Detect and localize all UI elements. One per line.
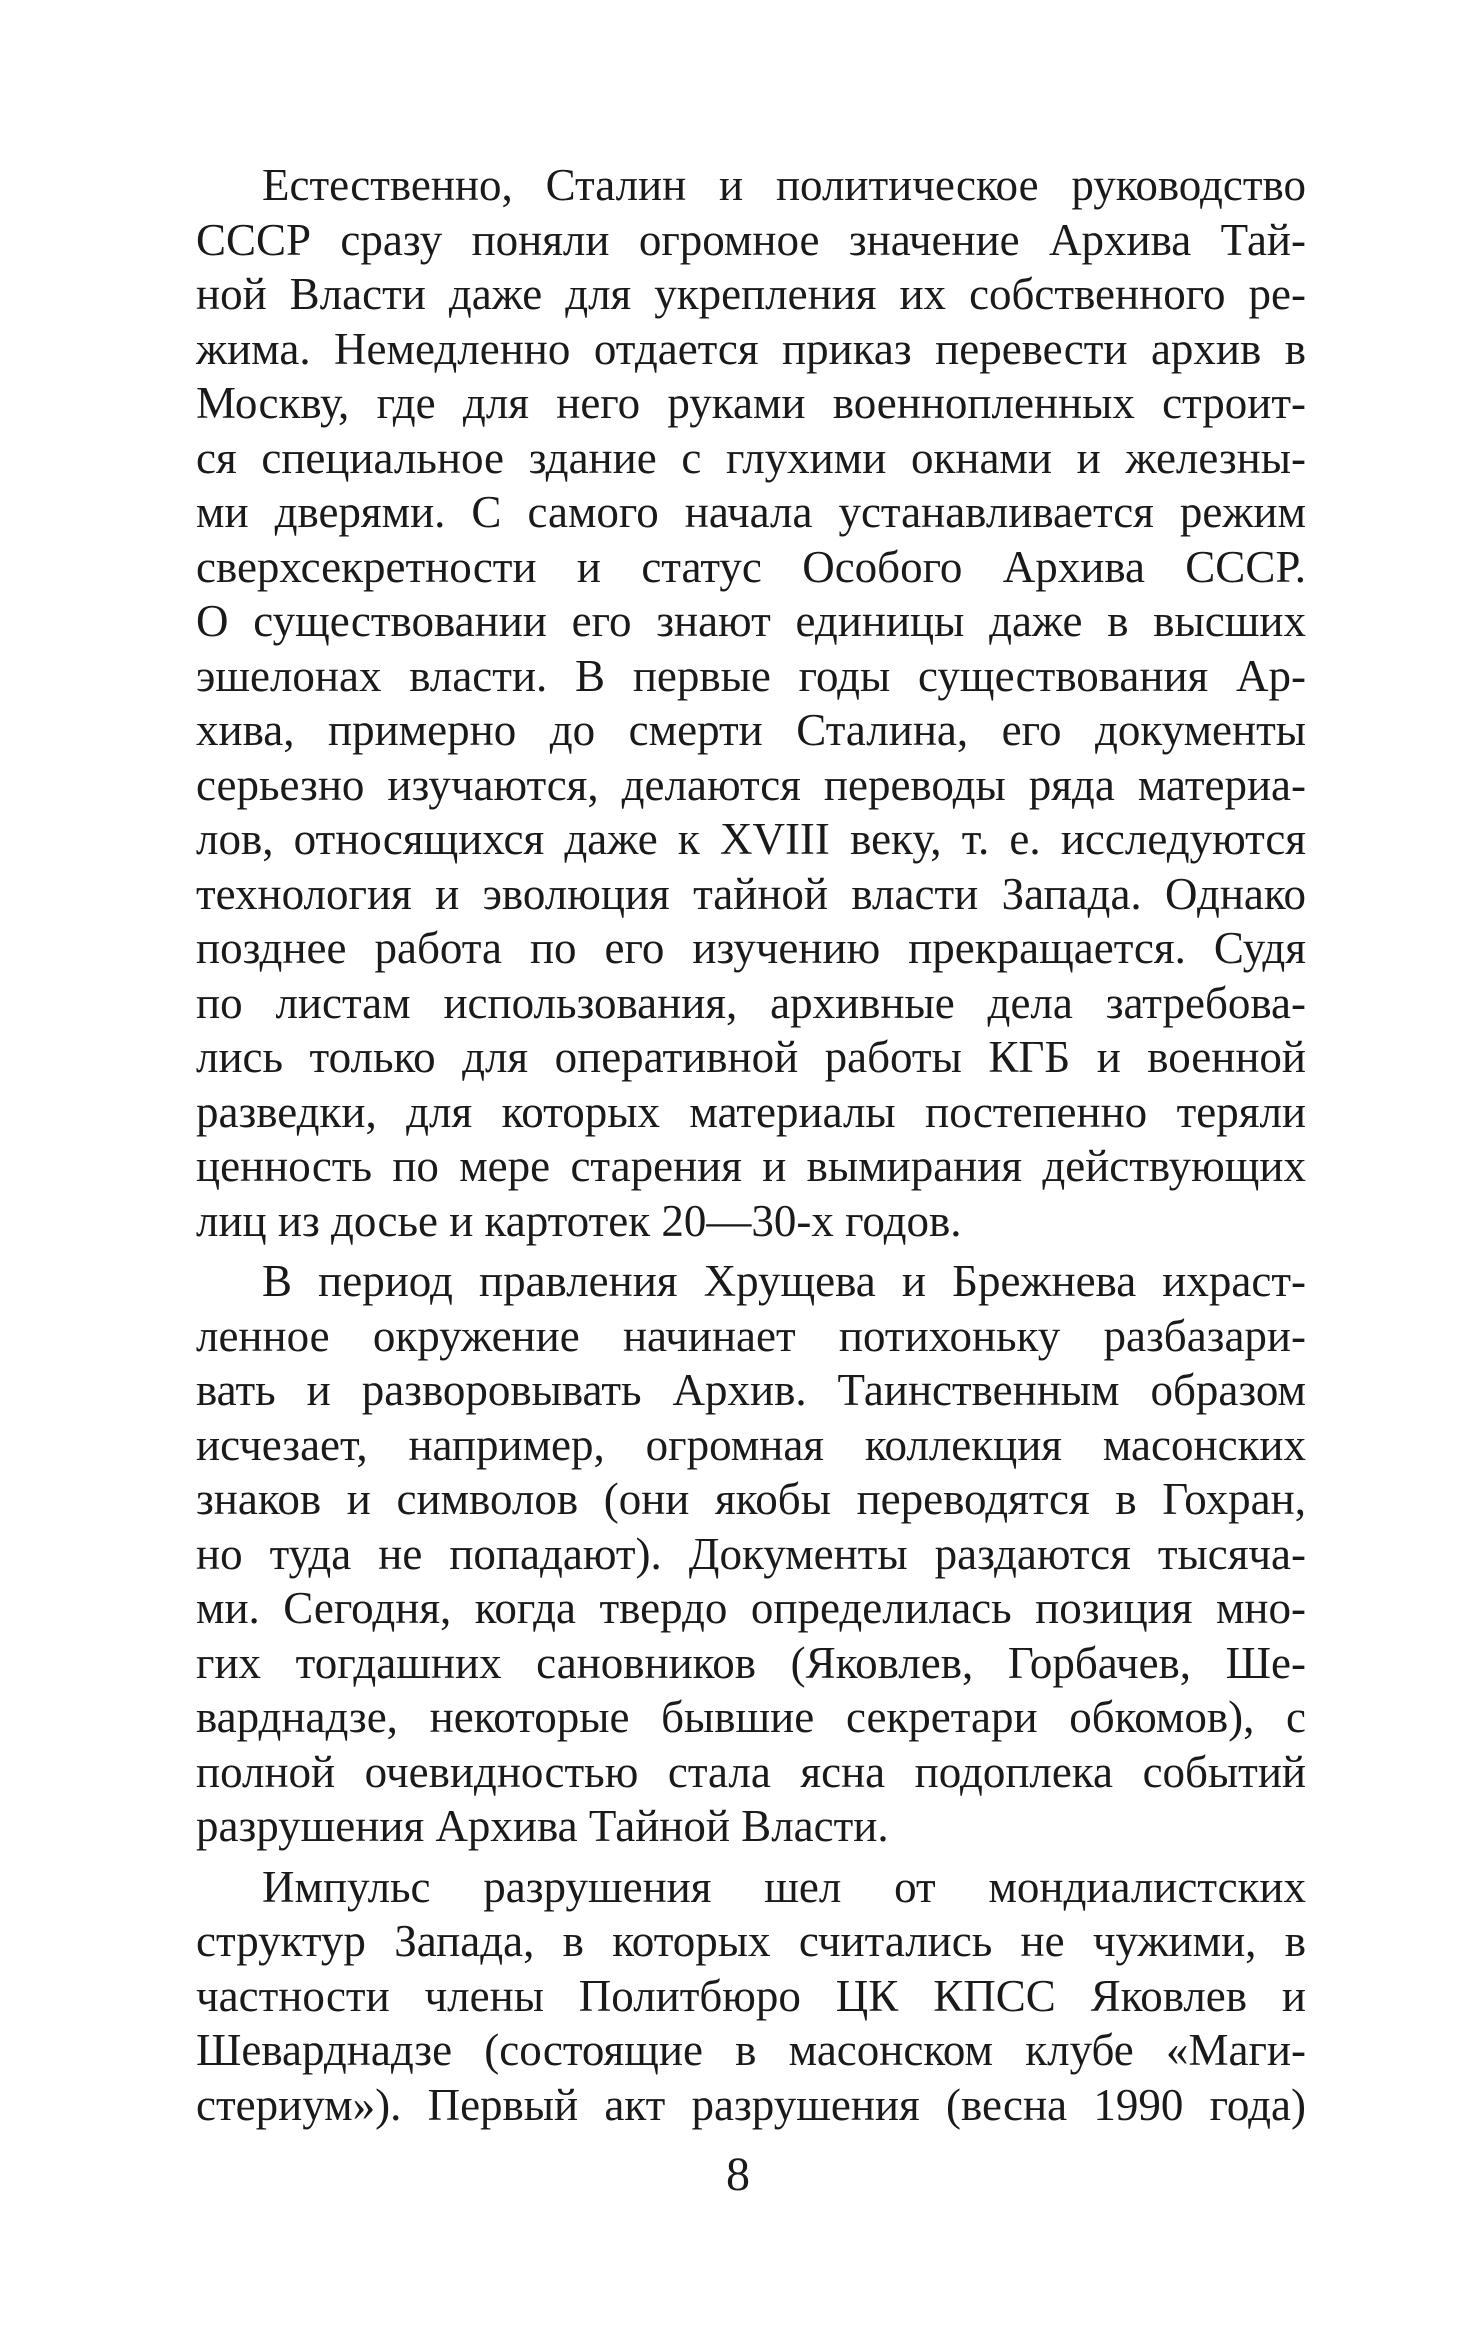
text-line: Москву, где для него руками военнопленных строит- — [196, 378, 1306, 428]
text-line: сверхсекретности и статус Особого Архива СССР. — [196, 541, 1306, 592]
text-line: Шеварднадзе (состоящие в масонском клубе «Маги- — [196, 2025, 1306, 2075]
text-line: ценность по мере старения и вымирания действующих — [196, 1141, 1306, 1191]
paragraph — [196, 1254, 1306, 1854]
text-line: В период правления Хрущева и Брежнева ихраст- — [262, 1256, 1306, 1306]
text-line: по листам использования, архивные дела затребова- — [196, 977, 1306, 1028]
text-line: разведки, для которых материалы постепенно теряли — [196, 1086, 1306, 1137]
paragraph — [196, 158, 1306, 1248]
text-line: лиц из досье и картотек 20—30-х годов. — [196, 1195, 962, 1246]
text-line: структур Запада, в которых считались не чужими, в — [196, 1916, 1306, 1966]
text-line: позднее работа по его изучению прекращается. Судя — [196, 923, 1306, 973]
text-line: ленное окружение начинает потихоньку разбазари- — [196, 1310, 1306, 1361]
text-line: Естественно, Сталин и политическое руководство — [262, 160, 1306, 210]
text-line: знаков и символов (они якобы переводятся в Гохран, — [196, 1474, 1306, 1524]
text-line: исчезает, например, огромная коллекция масонских — [196, 1419, 1306, 1470]
text-line: жима. Немедленно отдается приказ перевести архив в — [196, 323, 1306, 374]
text-line: частности члены Политбюро ЦК КПСС Яковлев и — [196, 1970, 1306, 2021]
text-line: варднадзе, некоторые бывшие секретари обкомов), с — [196, 1692, 1306, 1742]
text-line: ся специальное здание с глухими окнами и железны- — [196, 432, 1306, 483]
text-line: хива, примерно до смерти Сталина, его документы — [196, 705, 1306, 755]
text-line: Импульс разрушения шел от мондиалистских — [262, 1861, 1306, 1912]
body-text — [196, 158, 1306, 2132]
text-line: но туда не попадают). Документы раздаются тысяча- — [196, 1528, 1306, 1579]
text-line: ми. Сегодня, когда твердо определилась позиция мно- — [196, 1583, 1306, 1633]
text-line: О существовании его знают единицы даже в высших — [196, 596, 1306, 646]
text-line: гих тогдашних сановников (Яковлев, Горбачев, Ше- — [196, 1637, 1306, 1688]
text-line: серьезно изучаются, делаются переводы ряда материа- — [196, 759, 1306, 810]
text-line: ной Власти даже для укрепления их собственного ре- — [196, 269, 1306, 319]
text-line: лись только для оперативной работы КГБ и военной — [196, 1032, 1306, 1082]
text-line: технология и эволюция тайной власти Запада. Однако — [196, 868, 1306, 919]
page-number: 8 — [726, 2148, 750, 2201]
text-line: разрушения Архива Тайной Власти. — [196, 1801, 889, 1851]
text-line: СССР сразу поняли огромное значение Архива Тай- — [196, 214, 1306, 265]
text-line: ми дверями. С самого начала устанавливается режим — [196, 487, 1306, 537]
text-line: полной очевидностью стала ясна подоплека событий — [196, 1746, 1306, 1797]
paragraph — [196, 1860, 1306, 2133]
text-line: эшелонах власти. В первые годы существования Ар- — [196, 650, 1306, 701]
text-line: вать и разворовывать Архив. Таинственным образом — [196, 1365, 1306, 1415]
text-line: стериум»). Первый акт разрушения (весна 1990 года) — [196, 2079, 1306, 2130]
text-line: лов, относящихся даже к XVIII веку, т. е. исследуются — [196, 814, 1306, 864]
